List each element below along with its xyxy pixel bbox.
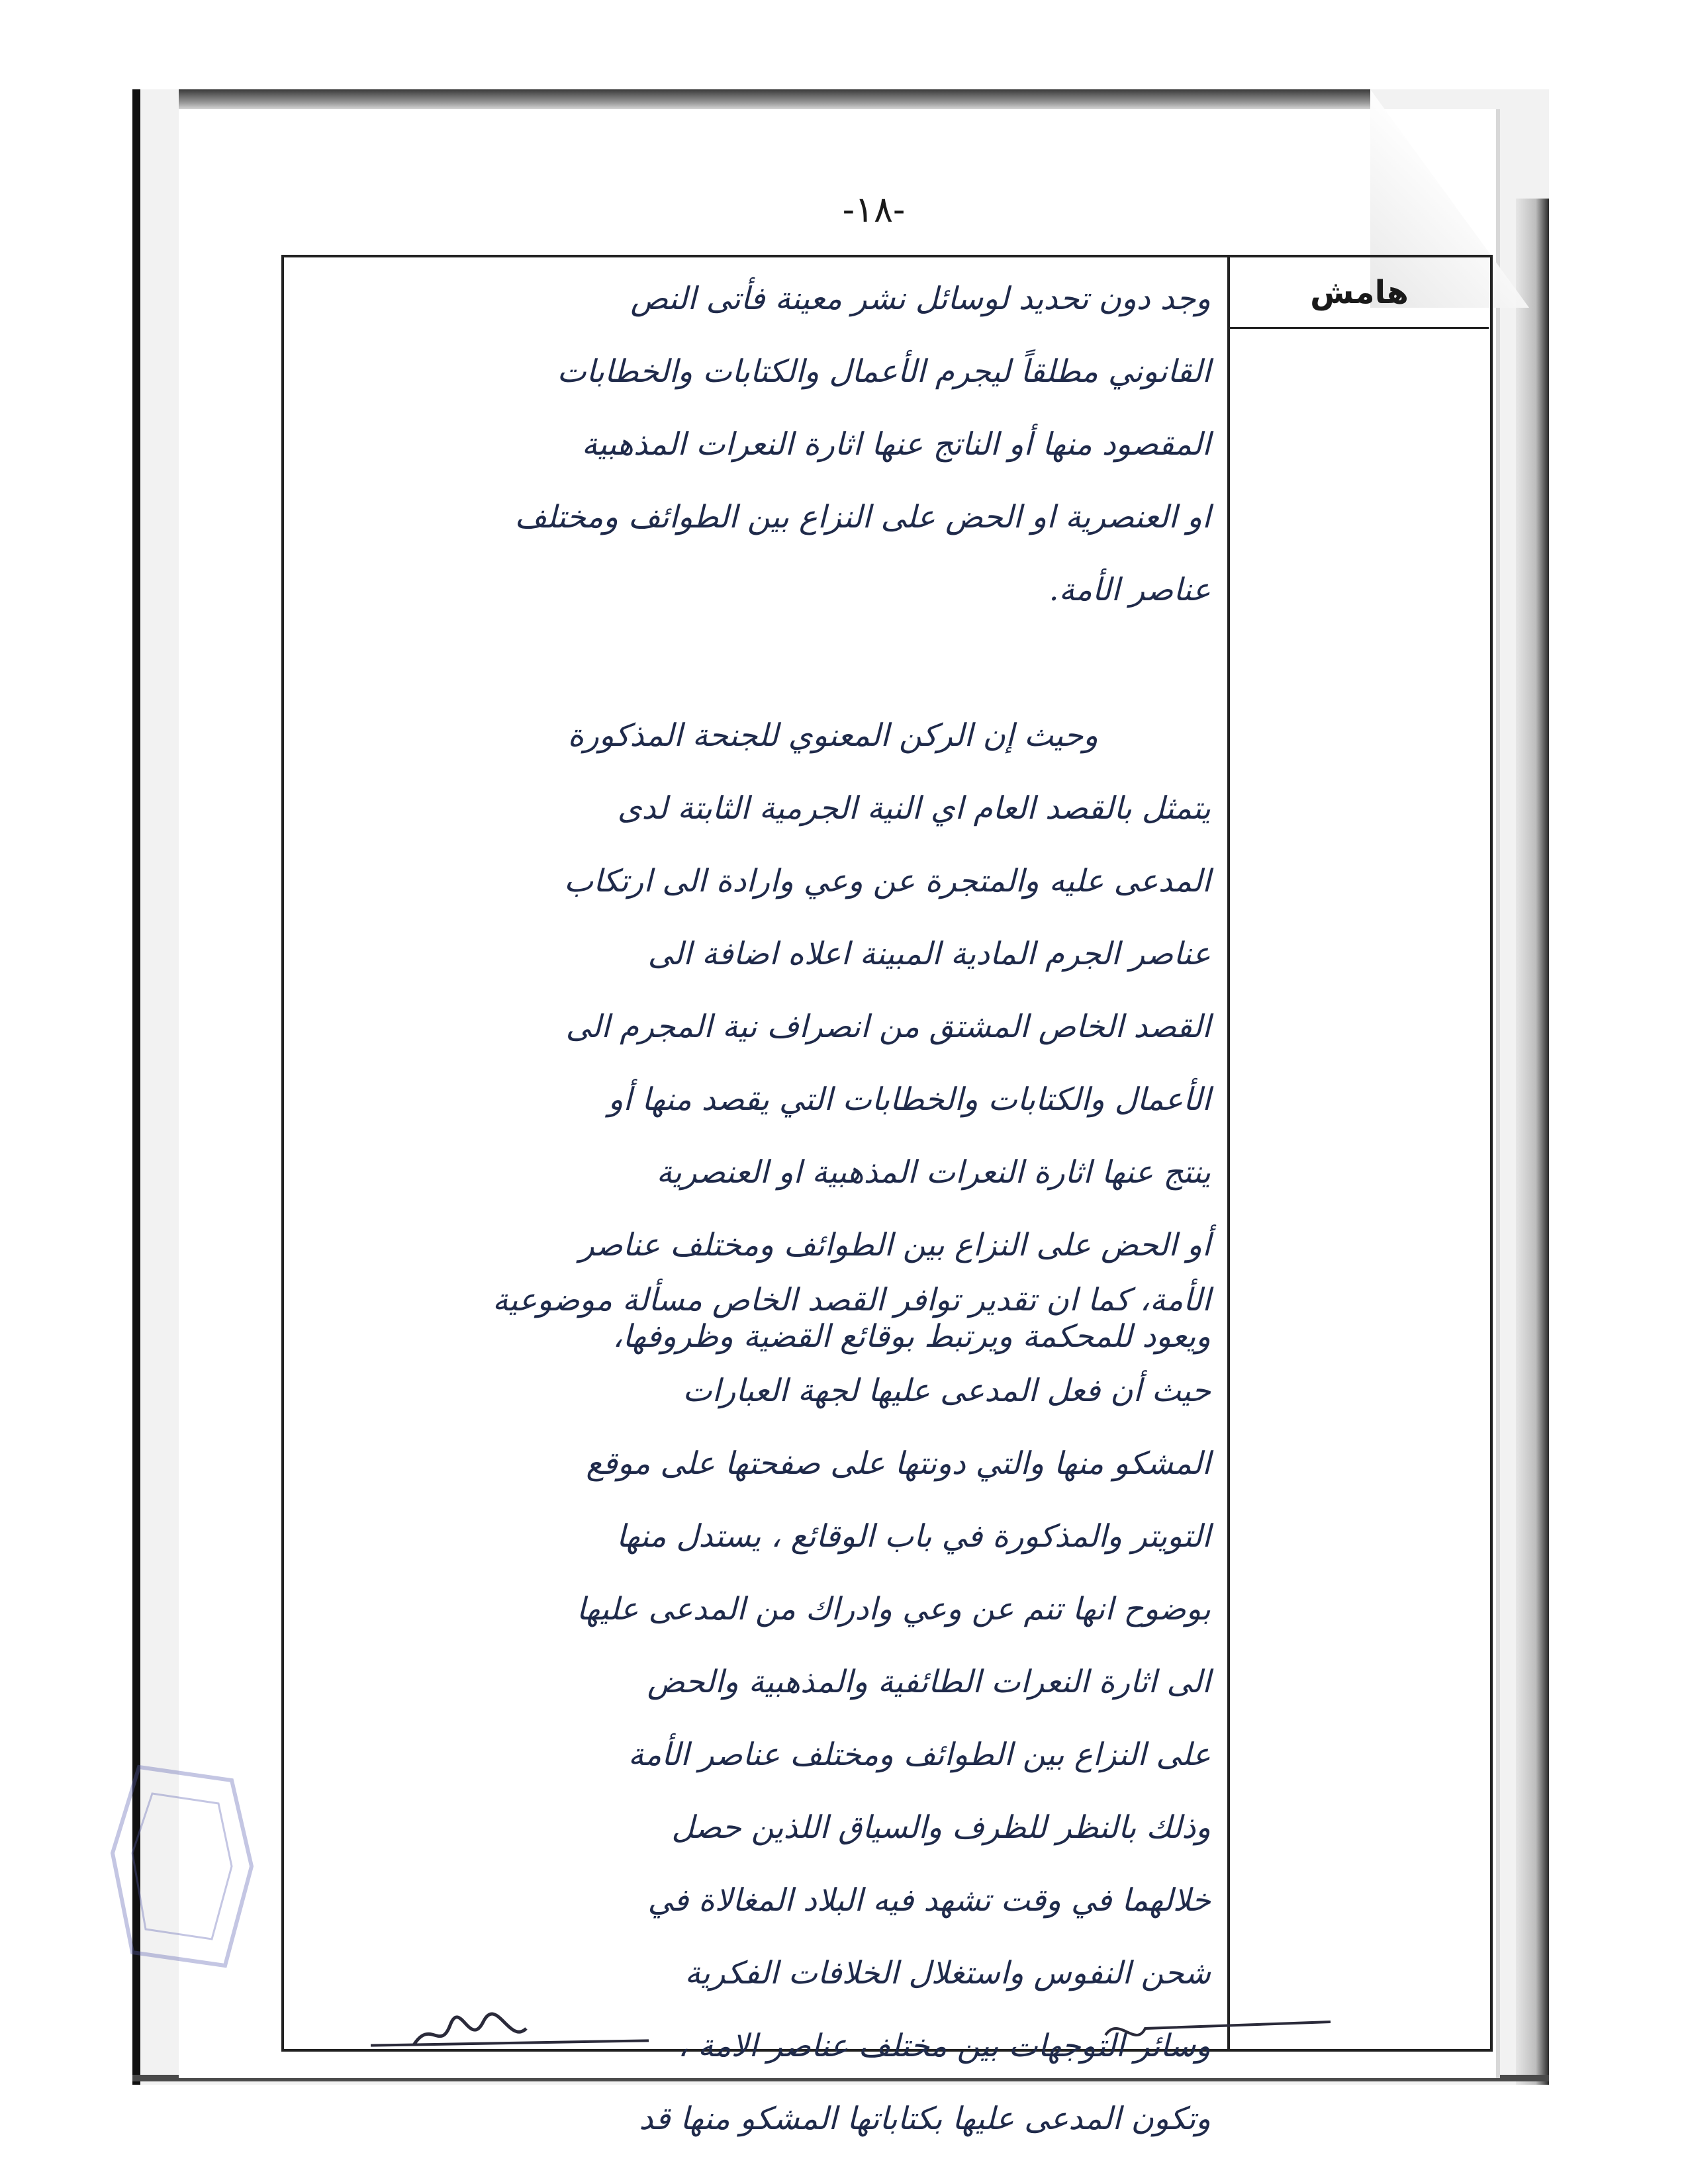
- body-line: وسائر التوجهات بين مختلف عناصر الامة ،: [678, 2028, 1211, 2064]
- margin-heading: هامش: [1230, 257, 1489, 329]
- body-line: حيث أن فعل المدعى عليها لجهة العبارات: [682, 1373, 1211, 1409]
- body-line: خلالهما في وقت تشهد فيه البلاد المغالاة في: [647, 1882, 1211, 1919]
- body-line: الأعمال والكتابات والخطابات التي يقصد منها أو: [608, 1081, 1211, 1118]
- text-frame: [281, 255, 1493, 2137]
- body-line: القانوني مطلقاً ليجرم الأعمال والكتابات والخطابات: [557, 353, 1211, 390]
- scan-right-edge: [1516, 199, 1549, 2085]
- body-line: أو الحض على النزاع بين الطوائف ومختلف عناصر: [579, 1227, 1211, 1263]
- body-line: الى اثارة النعرات الطائفية والمذهبية والحض: [647, 1664, 1211, 1700]
- body-line: بوضوح انها تنم عن وعي وادراك من المدعى عليها: [576, 1591, 1211, 1627]
- handwritten-body: [297, 263, 1211, 2156]
- paragraph-gap: [297, 627, 1211, 700]
- body-line: الأمة، كما ان تقدير توافر القصد الخاص مسألة موضوعية: [492, 1282, 1211, 1318]
- body-line: وحيث إن الركن المعنوي للجنحة المذكورة: [567, 717, 1098, 754]
- faded-stamp: [99, 1754, 258, 1979]
- body-line: التويتر والمذكورة في باب الوقائع ، يستدل منها: [616, 1518, 1211, 1555]
- body-line: عناصر الأمة.: [1049, 572, 1211, 608]
- body-line: او العنصرية او الحض على النزاع بين الطوائف ومختلف: [514, 499, 1211, 535]
- body-line: وتكون المدعى عليها بكتاباتها المشكو منها قد: [639, 2101, 1211, 2137]
- margin-column: [1227, 257, 1489, 2049]
- margin-signature: [1099, 2009, 1337, 2055]
- body-line: على النزاع بين الطوائف ومختلف عناصر الأمة: [628, 1737, 1211, 1773]
- scan-top-edge: [179, 89, 1370, 112]
- body-line: عناصر الجرم المادية المبينة اعلاه اضافة الى: [647, 936, 1211, 972]
- body-line: شحن النفوس واستغلال الخلافات الفكرية: [684, 1955, 1211, 1991]
- body-line: ينتج عنها اثارة النعرات المذهبية او العنصرية: [656, 1154, 1211, 1191]
- body-line: القصد الخاص المشتق من انصراف نية المجرم الى: [565, 1009, 1211, 1045]
- page-number: -١٨-: [842, 189, 906, 230]
- body-line: المشكو منها والتي دونتها على صفحتها على موقع: [586, 1445, 1211, 1482]
- body-line: ويعود للمحكمة ويرتبط بوقائع القضية وظروفها،: [612, 1318, 1211, 1355]
- body-line: وذلك بالنظر للظرف والسياق اللذين حصل: [671, 1809, 1211, 1846]
- body-line: المقصود منها أو الناتج عنها اثارة النعرات المذهبية: [581, 426, 1211, 463]
- body-line: يتمثل بالقصد العام اي النية الجرمية الثابتة لدى: [617, 790, 1211, 827]
- body-line: المدعى عليه والمتجرة عن وعي وارادة الى ارتكاب: [563, 863, 1211, 899]
- body-line: وجد دون تحديد لوسائل نشر معينة فأتى النص: [630, 281, 1211, 317]
